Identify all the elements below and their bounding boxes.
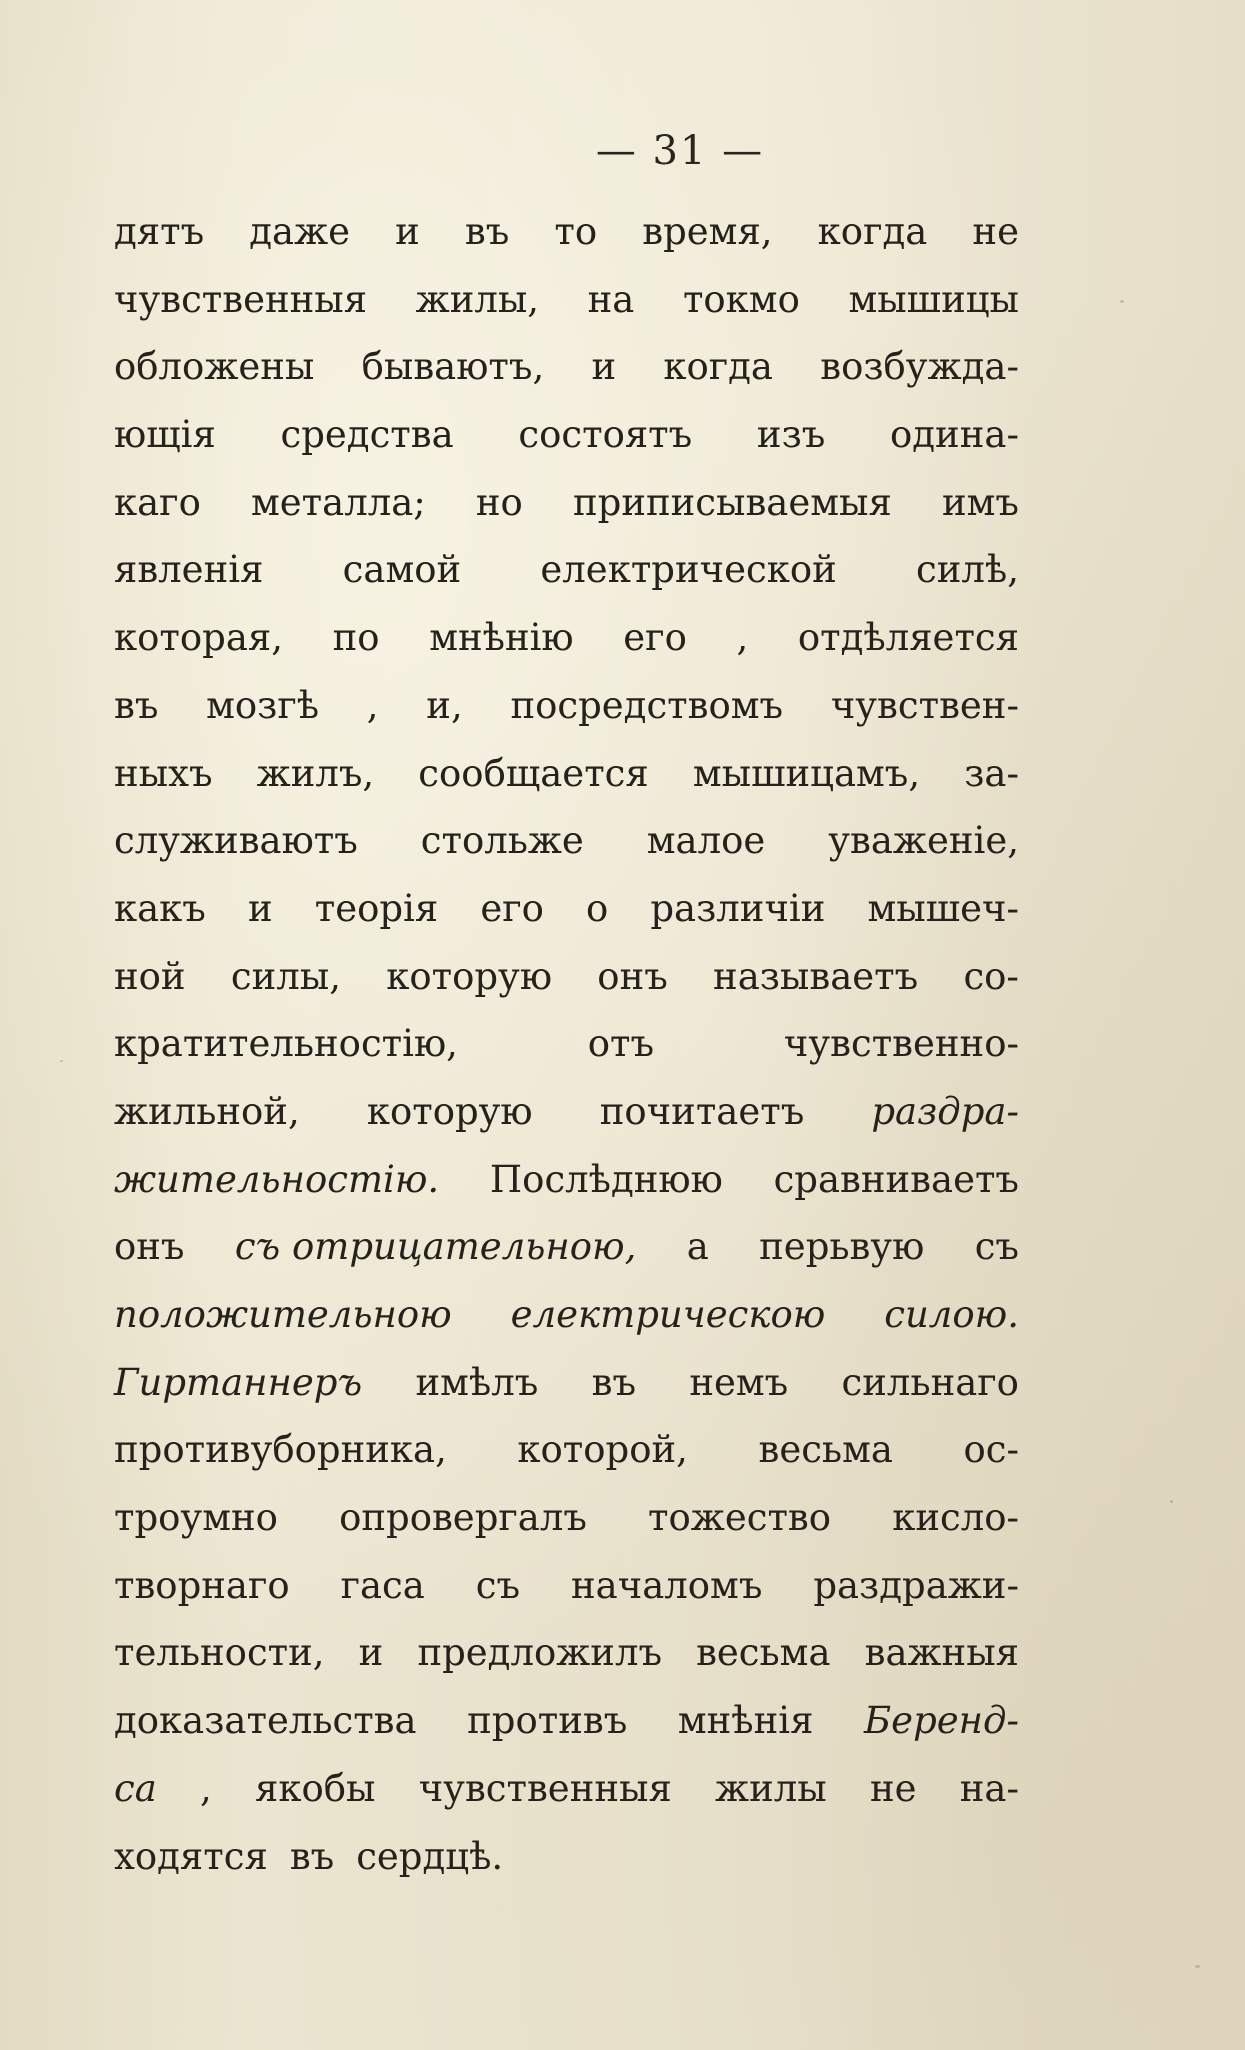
word: онъ	[114, 1225, 185, 1269]
word: уваженіе,	[828, 819, 1019, 863]
text-line	[114, 740, 1019, 808]
word: ной	[114, 954, 186, 998]
text-line	[114, 672, 1019, 740]
word: имѣлъ	[415, 1360, 539, 1404]
word: раздражи-	[813, 1563, 1019, 1607]
word: противъ	[467, 1699, 628, 1743]
word: немъ	[689, 1360, 789, 1404]
word: съ	[475, 1563, 521, 1607]
text-line	[114, 1687, 1019, 1755]
word: въ	[114, 683, 159, 727]
text-line	[114, 875, 1019, 943]
word: каго	[114, 480, 201, 524]
word: служиваютъ	[114, 819, 358, 863]
text-line	[114, 1146, 1019, 1214]
word: онъ	[597, 954, 668, 998]
text-line	[114, 1823, 1019, 1891]
word: въ	[591, 1360, 636, 1404]
word: одина-	[890, 413, 1019, 457]
text-line	[114, 198, 1019, 266]
text-line	[114, 536, 1019, 604]
word: чувствен-	[830, 683, 1019, 727]
word: тельности,	[114, 1631, 325, 1675]
word: которую	[386, 954, 553, 998]
word: которую	[366, 1089, 533, 1133]
word: силы,	[230, 954, 341, 998]
word: мозгѣ	[206, 683, 320, 727]
word: и	[591, 345, 617, 389]
word: началомъ	[571, 1563, 763, 1607]
word: предложилъ	[417, 1631, 662, 1675]
text-line	[114, 807, 1019, 875]
word: съ	[974, 1225, 1019, 1269]
word: по	[332, 616, 380, 660]
word: то	[554, 210, 598, 253]
text-line	[114, 469, 1019, 537]
text-line	[114, 1213, 1019, 1281]
word: даже	[249, 210, 351, 253]
word: ос-	[963, 1428, 1019, 1472]
text-line	[114, 1281, 1019, 1349]
paper-speck	[60, 1060, 63, 1062]
word: называетъ	[713, 954, 919, 998]
text-line	[114, 1755, 1019, 1823]
word: мышицамъ,	[692, 751, 921, 795]
word: въ	[464, 210, 510, 253]
word: приписываемыя	[572, 480, 892, 524]
word: и	[247, 886, 273, 930]
word: ющія	[114, 413, 216, 457]
italic-word: силою.	[884, 1293, 1019, 1336]
word: ходятся	[114, 1834, 268, 1878]
word: средства	[280, 413, 454, 457]
word: когда	[817, 210, 928, 253]
text-line	[114, 1416, 1019, 1484]
italic-word: електрическою	[510, 1293, 826, 1336]
word: перьвую	[759, 1225, 925, 1269]
word: но	[475, 480, 523, 524]
text-line	[114, 401, 1019, 469]
italic-word: Гиртаннеръ	[114, 1360, 363, 1404]
word: жилы	[715, 1766, 827, 1810]
text-line	[114, 1619, 1019, 1687]
italic-word: Беренд-	[863, 1699, 1019, 1743]
word: которая,	[114, 616, 283, 660]
text-line	[114, 266, 1019, 334]
word: мышицы	[848, 277, 1019, 321]
word: когда	[663, 345, 773, 389]
word: на	[587, 277, 635, 321]
word: творнаго	[114, 1563, 290, 1607]
word: троумно	[114, 1496, 278, 1540]
text-line	[114, 1484, 1019, 1552]
word: самой	[342, 548, 462, 592]
word: чувственныя	[418, 1766, 672, 1810]
word: которой,	[517, 1428, 688, 1472]
word: жилы,	[415, 277, 540, 321]
word: чувственныя	[114, 277, 368, 321]
text-line	[114, 943, 1019, 1011]
word: въ	[289, 1834, 335, 1878]
word: ныхъ	[114, 751, 213, 795]
word: металла;	[251, 480, 426, 524]
italic-word: жительностію.	[114, 1157, 440, 1201]
word: теорія	[314, 886, 439, 930]
word: мнѣнію	[429, 616, 574, 660]
word: бываютъ,	[361, 345, 545, 389]
word: со-	[963, 954, 1019, 998]
word: електрической	[540, 548, 837, 592]
word: сильнаго	[841, 1360, 1019, 1404]
italic-word: съ отрицательною,	[234, 1225, 637, 1269]
word: его	[480, 886, 544, 930]
word: гаса	[340, 1563, 425, 1607]
word: состоятъ	[518, 413, 693, 457]
word: имъ	[941, 480, 1019, 524]
text-line	[114, 1552, 1019, 1620]
word: весьма	[696, 1631, 831, 1675]
word: сравниваетъ	[773, 1157, 1019, 1201]
paper-speck	[1170, 1500, 1173, 1503]
text-line	[114, 604, 1019, 672]
word: возбужда-	[820, 345, 1019, 389]
word: весьма	[758, 1428, 893, 1472]
italic-word: положительною	[114, 1293, 452, 1336]
word: Послѣднюю	[489, 1157, 723, 1201]
page-number: — 31 —	[595, 128, 765, 174]
word: почитаетъ	[599, 1089, 805, 1133]
word: доказательства	[114, 1699, 417, 1743]
word: его	[623, 616, 687, 660]
text-line	[114, 1078, 1019, 1146]
word: сердцѣ.	[356, 1834, 504, 1878]
text-line	[114, 1010, 1019, 1078]
word: на-	[959, 1766, 1019, 1810]
word: мышеч-	[867, 886, 1019, 930]
paper-speck	[1120, 300, 1124, 303]
word: опровергалъ	[339, 1496, 587, 1540]
word: и	[395, 210, 420, 253]
word: отъ	[587, 1022, 655, 1066]
word: различіи	[650, 886, 826, 930]
word: а	[686, 1225, 709, 1269]
word: отдѣляется	[797, 616, 1019, 660]
body-text	[114, 198, 1019, 1890]
word: сообщается	[418, 751, 649, 795]
word: какъ	[114, 886, 206, 930]
word: ,	[200, 1766, 212, 1810]
word: противуборника,	[114, 1428, 447, 1472]
word: малое	[646, 819, 766, 863]
word: чувственно-	[783, 1022, 1019, 1066]
word: кратительностію,	[114, 1022, 458, 1066]
word: стольже	[420, 819, 584, 863]
word: за-	[964, 751, 1019, 795]
word: не	[972, 210, 1019, 253]
word: обложены	[114, 345, 315, 389]
word: и,	[426, 683, 463, 727]
word: жильной,	[114, 1089, 300, 1133]
word: явленія	[114, 548, 264, 592]
word: тожество	[648, 1496, 832, 1540]
word: ,	[736, 616, 749, 660]
word: посредствомъ	[510, 683, 784, 727]
word: жилъ,	[256, 751, 375, 795]
word: изъ	[756, 413, 826, 457]
word: важныя	[864, 1631, 1019, 1675]
paper-speck	[1195, 1965, 1200, 1968]
text-line	[114, 333, 1019, 401]
word: якобы	[255, 1766, 376, 1810]
word: кисло-	[892, 1496, 1019, 1540]
word: токмо	[682, 277, 800, 321]
word: время,	[642, 210, 773, 253]
word: силѣ,	[916, 548, 1019, 592]
word: мнѣнія	[677, 1699, 814, 1743]
word: и	[358, 1631, 384, 1675]
text-line	[114, 1349, 1019, 1417]
word: не	[869, 1766, 917, 1810]
italic-word: са	[114, 1766, 157, 1810]
word: ,	[366, 683, 379, 727]
italic-word: раздра-	[871, 1089, 1019, 1133]
word: о	[585, 886, 609, 930]
word: дятъ	[114, 210, 205, 253]
